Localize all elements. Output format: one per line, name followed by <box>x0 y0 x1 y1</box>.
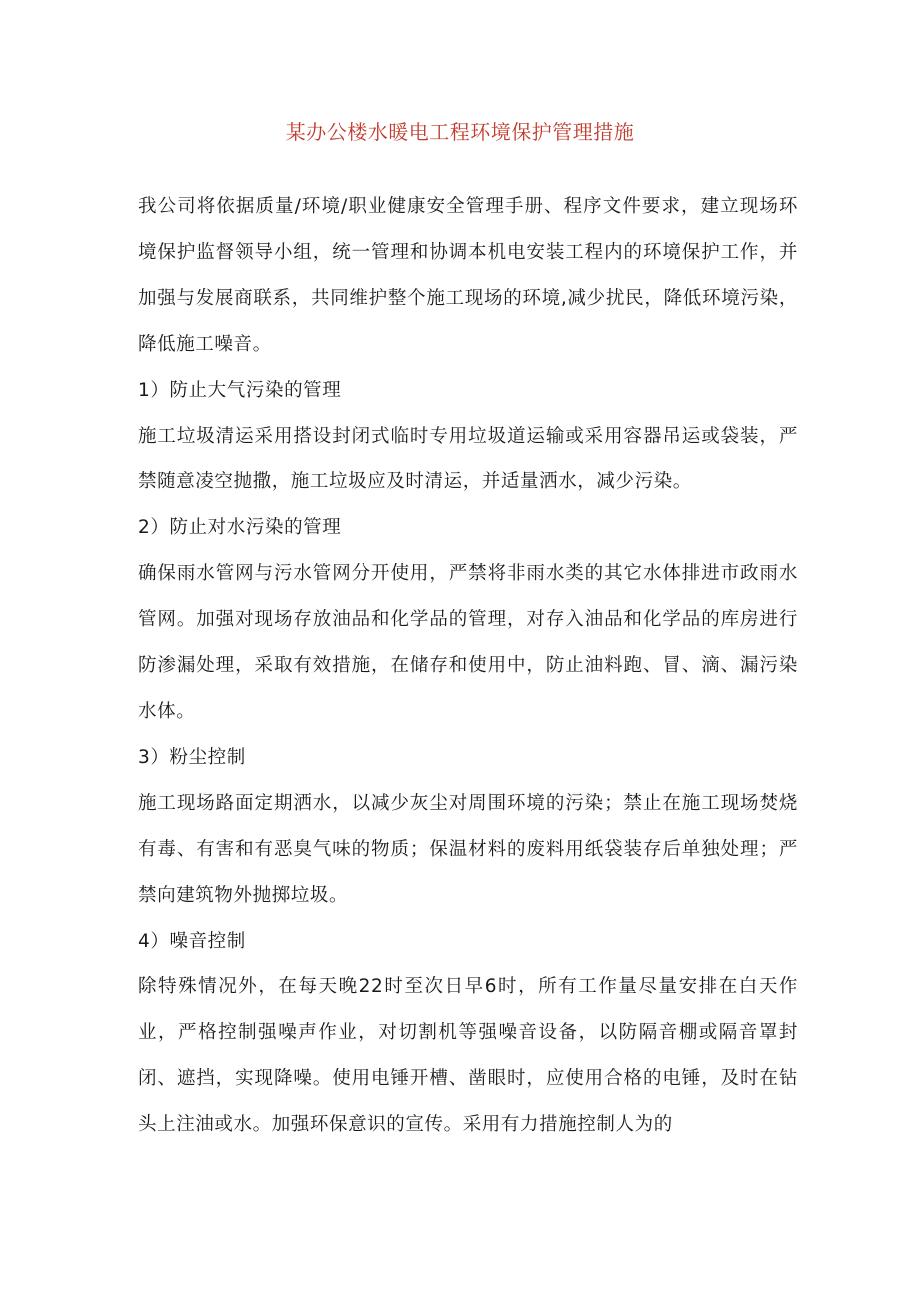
document-body <box>138 184 798 1148</box>
section-heading-noise-control: 4）噪音控制 <box>138 930 246 952</box>
section-body-water-pollution: 确保雨水管网与污水管网分开使用，严禁将非雨水类的其它水体排进市政雨水管网。加强对现场存放油品和化学品的管理，对存入油品和化学品的库房进行防渗漏处理，采取有效措施，在储存和使用中，防止油料跑、冒、滴、漏污染水体。 <box>138 563 798 722</box>
document-title: 某办公楼水暖电工程环境保护管理措施 <box>285 120 635 144</box>
section-heading-air-pollution: 1）防止大气污染的管理 <box>138 379 342 401</box>
section-body-air-pollution: 施工垃圾清运采用搭设封闭式临时专用垃圾道运输或采用容器吊运或袋装，严禁随意凌空抛撒，施工垃圾应及时清运，并适量洒水，减少污染。 <box>138 425 798 493</box>
section-body-dust-control: 施工现场路面定期洒水，以减少灰尘对周围环境的污染；禁止在施工现场焚烧有毒、有害和有恶臭气味的物质；保温材料的废料用纸袋装存后单独处理；严禁向建筑物外抛掷垃圾。 <box>138 792 798 906</box>
intro-paragraph: 我公司将依据质量/环境/职业健康安全管理手册、程序文件要求，建立现场环境保护监督领导小组，统一管理和协调本机电安装工程内的环境保护工作，并加强与发展商联系，共同维护整个施工现场的环境,减少扰民，降低环境污染，降低施工噪音。 <box>138 196 798 355</box>
section-heading-dust-control: 3）粉尘控制 <box>138 746 246 768</box>
section-body-noise-control: 除特殊情况外，在每天晚22时至次日早6时，所有工作量尽量安排在白天作业，严格控制强噪声作业，对切割机等强噪音设备，以防隔音棚或隔音罩封闭、遮挡，实现降噪。使用电锤开槽、凿眼时，应使用合格的电锤，及时在钻头上注油或水。加强环保意识的宣传。采用有力措施控制人为的 <box>138 976 798 1136</box>
section-heading-water-pollution: 2）防止对水污染的管理 <box>138 517 342 539</box>
